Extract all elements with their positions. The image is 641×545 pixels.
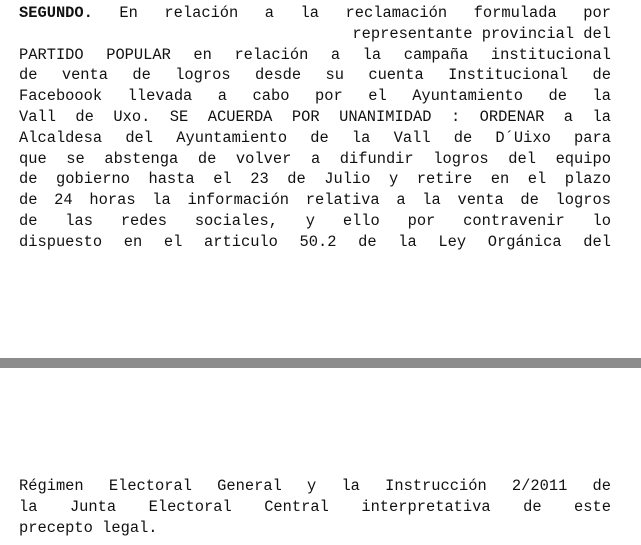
text-line-9: de gobierno hasta el 23 de Julio y retire en el plazo <box>19 170 611 189</box>
text-line-2: representante provincial del <box>352 24 611 43</box>
document-paragraph-continuation <box>19 476 611 538</box>
text-line-10: de 24 horas la información relativa a la venta de logros <box>19 191 611 210</box>
section-heading: SEGUNDO. <box>19 4 93 22</box>
document-page-bottom <box>0 368 641 545</box>
text-line-11: de las redes sociales, y ello por contravenir lo <box>19 211 611 230</box>
text-line-1-content: En relación a la reclamación formulada por <box>119 4 611 22</box>
text-line-7: Alcaldesa del Ayuntamiento de la Vall de D´Uixo para <box>19 128 611 147</box>
text-line-8: que se abstenga de volver a difundir logros del equipo <box>19 149 611 168</box>
text-line-4: de venta de logros desde su cuenta Institucional de <box>19 66 611 85</box>
text-line-12: dispuesto en el articulo 50.2 de la Ley Orgánica del <box>19 232 611 251</box>
text-line-15: precepto legal. <box>19 518 158 537</box>
text-line-14: la Junta Electoral Central interpretativa de este <box>19 497 611 516</box>
document-paragraph-segundo <box>19 3 611 253</box>
text-line-3: PARTIDO POPULAR en relación a la campaña institucional <box>19 45 611 64</box>
text-line-6: Vall de Uxo. SE ACUERDA POR UNANIMIDAD : ORDENAR a la <box>19 107 611 126</box>
text-line-13: Régimen Electoral General y la Instrucción 2/2011 de <box>19 477 611 495</box>
page-separator <box>0 358 641 368</box>
text-line-1 <box>19 3 611 24</box>
text-line-5: Faceboook llevada a cabo por el Ayuntamiento de la <box>19 87 611 106</box>
